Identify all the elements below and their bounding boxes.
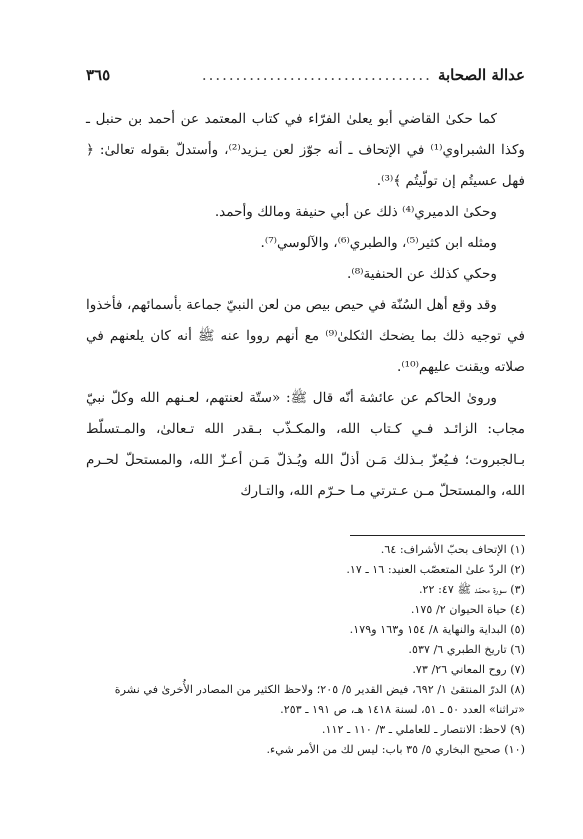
footnote: (١٠) صحيح البخاري ٥/ ٣٥ باب: ليس لك من الأمر شيء.	[266, 743, 525, 756]
paragraph: ومثله ابن كثير⁽⁵⁾، والطبري⁽⁶⁾، والآلوسي⁽⁷⁾.	[260, 235, 497, 251]
leader-dots: ..................................	[201, 66, 432, 84]
footnote: (٢) الردّ علىٰ المتعصّب العنيد: ١٦ ـ ١٧.	[346, 563, 525, 576]
footnote: (٩) لاحظ: الانتصار ـ للعاملي ـ ٣/ ١١٠ ـ ١١٢.	[321, 723, 525, 736]
paragraph: وقد وقع أهل السُنّة في حيص بيص من لعن النبيّ جماعة بأسمائهم، فأخذوا في توجيه ذلك بما يضحك الثكلىٰ⁽⁹⁾ مع أنهم رووا عنه ﷺ أنه كان يلعنهم في صلاته ويقنت عليهم⁽¹⁰⁾.	[86, 297, 525, 375]
paragraph: كما حكىٰ القاضي أبو يعلىٰ الفرّاء في كتاب المعتمد عن أحمد بن حنبل ـ وكذا الشبراوي⁽¹⁾ في الإتحاف ـ أنه جوّز لعن يـزيد⁽²⁾، وأستدلّ بقوله تعالىٰ: ﴿ فهل عسيتُم إن تولّيتُم ﴾⁽³⁾.	[86, 111, 525, 189]
paragraph: وحكىٰ الدميري⁽⁴⁾ ذلك عن أبي حنيفة ومالك وأحمد.	[214, 204, 497, 220]
footnote: (٦) تاريخ الطبري ٦/ ٥٣٧.	[408, 643, 525, 656]
page-number: ٣٦٥	[86, 66, 111, 84]
main-text	[86, 104, 525, 507]
footnote: (٨) الدرّ المنتقىٰ ١/ ٦٩٢، فيض القدير ٥/ ٢٠٥؛ ولاحظ الكثير من المصادر الأُخرىٰ في نشرة «تراثنا» العدد ٥٠ ـ ٥١، لسنة ١٤١٨ هـ، ص ١٩١ ـ ٢٥٣.	[114, 683, 525, 716]
footnote-divider	[350, 535, 525, 536]
footnote: (٧) روح المعاني ٢٦/ ٧٣.	[412, 663, 525, 676]
running-title: عدالة الصحابة	[437, 66, 525, 84]
footnotes	[86, 540, 525, 760]
footnote: (١) الإتحاف بحبّ الأشراف: ٦٤.	[380, 543, 525, 556]
footnote: (٣) سورة محمّد ﷺ ٤٧: ٢٢.	[418, 583, 525, 596]
footnote: (٤) حياة الحيوان ٢/ ١٧٥.	[410, 603, 525, 616]
running-header	[86, 66, 525, 88]
footnote: (٥) البداية والنهاية ٨/ ١٥٤ و١٦٣ و١٧٩.	[349, 623, 525, 636]
paragraph: وحكي كذلك عن الحنفية⁽⁸⁾.	[347, 266, 497, 282]
paragraph: وروىٰ الحاكم عن عائشة أنّه قال ﷺ: «ستّة لعنتهم، لعـنهم الله وكلّ نبيّ مجاب: الزائـد فـي كـتاب الله، والمكـذّب بـقدر الله تـعالىٰ، والمـتسلّط بـالجبروت؛ فـيُعزّ بـذلك مَـن أذلّ الله ويُـذلّ مَـن أعـزّ الله، والمستحلّ لحـرم الله، والمستحلّ مـن عـترتي مـا حـرّم الله، والتـارك	[86, 390, 525, 499]
